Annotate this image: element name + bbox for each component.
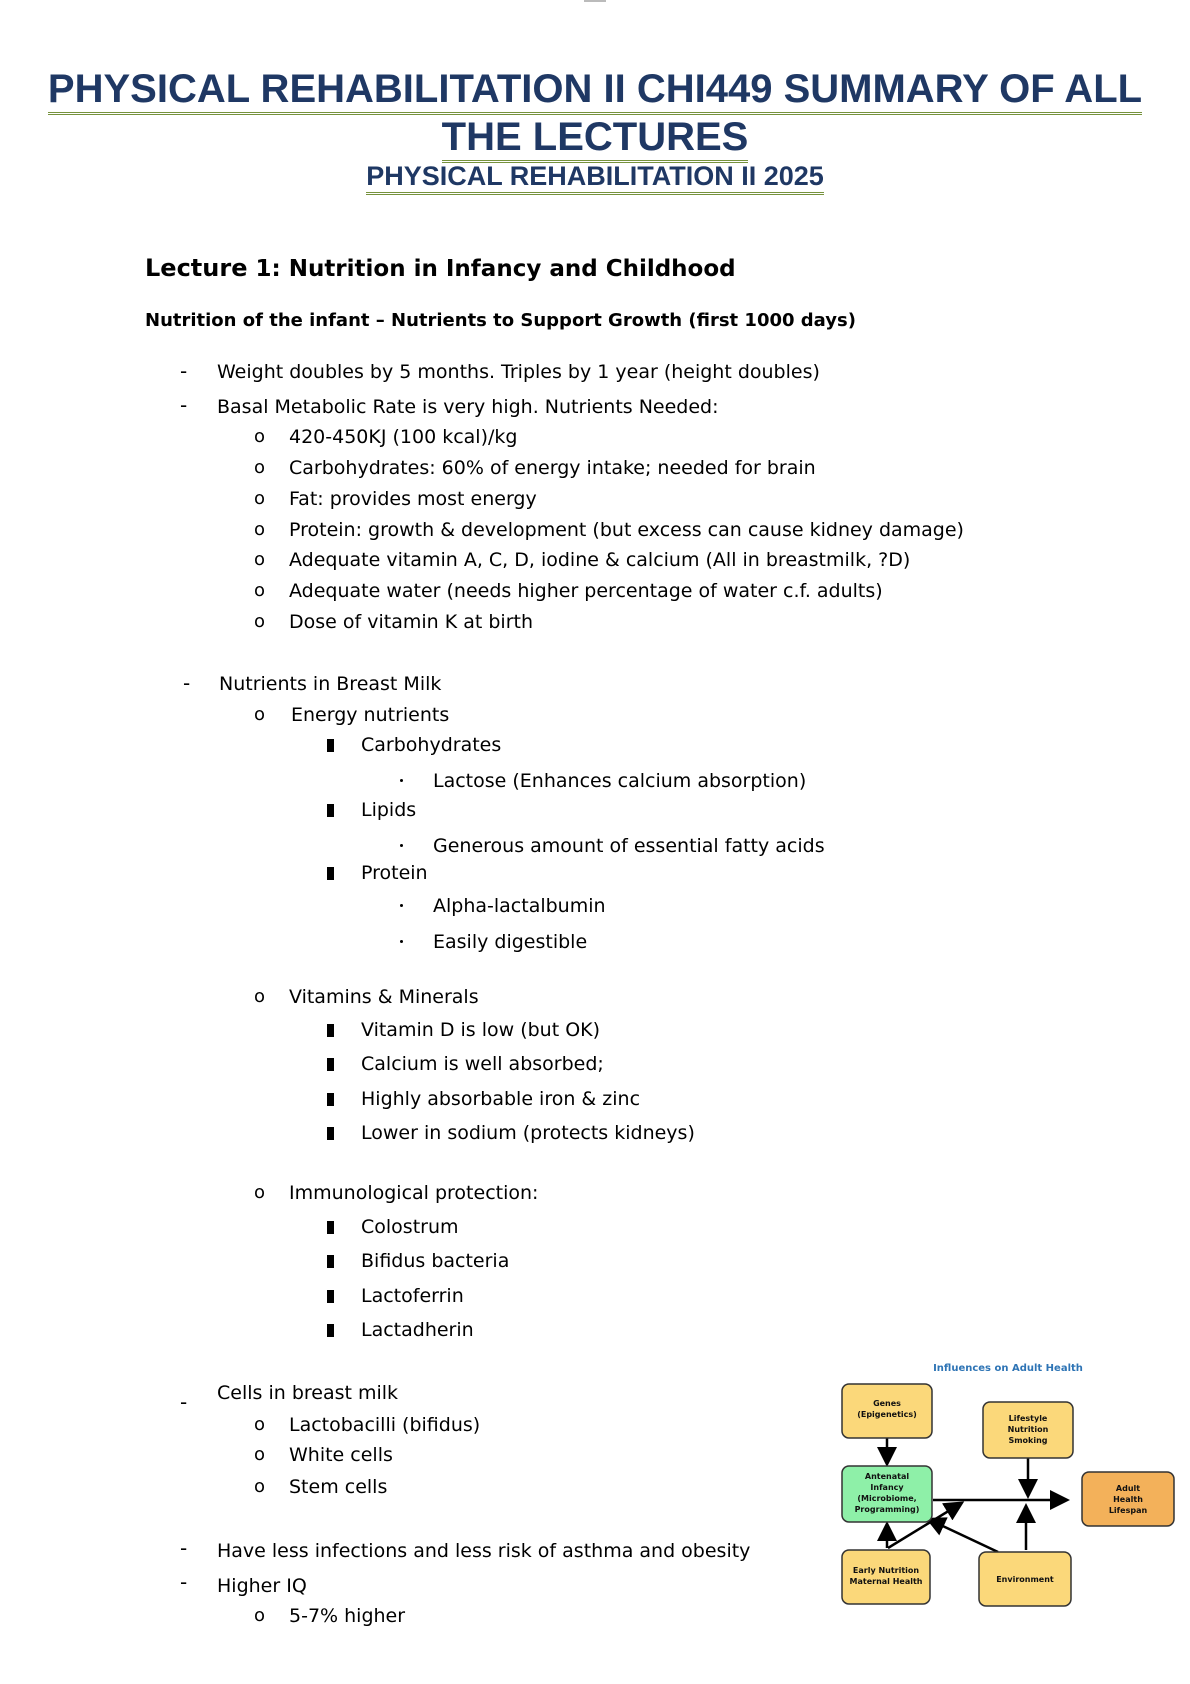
list-item: Alpha-lactalbumin [433, 895, 606, 917]
section-heading: Nutrition of the infant – Nutrients to Support Growth (first 1000 days) [145, 310, 856, 331]
list-item: Immunological protection: [289, 1182, 539, 1204]
list-item: Lactadherin [361, 1319, 474, 1341]
bullet-cells: Cells in breast milk [217, 1382, 399, 1404]
circle-marker: o [254, 611, 266, 632]
lecture-title: 1: Nutrition in Infancy and Childhood [255, 256, 736, 282]
dash-marker: - [180, 359, 188, 383]
document-title-line1: PHYSICAL REHABILITATION II CHI449 SUMMARY OF ALL [0, 66, 1190, 112]
lecture-label: Lecture [145, 254, 248, 282]
list-item: Protein [361, 862, 428, 884]
page-marker [584, 0, 606, 2]
list-item: 420-450KJ (100 kcal)/kg [289, 426, 518, 448]
list-item: Dose of vitamin K at birth [289, 611, 533, 633]
dot-bullet [400, 844, 403, 847]
list-item: Fat: provides most energy [289, 488, 537, 510]
square-bullet [327, 1290, 334, 1303]
circle-marker: o [254, 1476, 266, 1497]
box-early-line1: Early Nutrition [852, 1566, 920, 1575]
bullet-iq: Higher IQ [217, 1575, 307, 1597]
list-item: Bifidus bacteria [361, 1250, 510, 1272]
list-item: Generous amount of essential fatty acids [433, 835, 825, 857]
bullet-weight: Weight doubles by 5 months. Triples by 1 year (height doubles) [217, 361, 820, 383]
list-item: Carbohydrates: 60% of energy intake; needed for brain [289, 457, 816, 479]
box-lifestyle-line3: Smoking [1008, 1436, 1048, 1445]
dash-marker: - [180, 393, 188, 417]
list-item: Energy nutrients [291, 704, 450, 726]
list-item: Protein: growth & development (but excess can cause kidney damage) [289, 519, 964, 541]
square-bullet [327, 804, 334, 817]
square-bullet [327, 1093, 334, 1106]
influences-diagram [840, 1360, 1176, 1610]
circle-marker: o [254, 426, 266, 447]
list-item: Vitamin D is low (but OK) [361, 1019, 601, 1041]
box-adult-line1: Adult [1115, 1484, 1141, 1493]
list-item: Easily digestible [433, 931, 588, 953]
box-adult-line3: Lifespan [1108, 1506, 1148, 1515]
list-item: Colostrum [361, 1216, 459, 1238]
box-antenatal-line1: Antenatal [864, 1472, 910, 1481]
list-item: Adequate water (needs higher percentage of water c.f. adults) [289, 580, 883, 602]
list-item: Adequate vitamin A, C, D, iodine & calcium (All in breastmilk, ?D) [289, 549, 911, 571]
lecture-heading [145, 254, 736, 282]
dash-marker: - [183, 671, 191, 695]
circle-marker: o [254, 457, 266, 478]
square-bullet [327, 739, 334, 752]
square-bullet [327, 1255, 334, 1268]
circle-marker: o [254, 549, 266, 570]
list-item: Lactobacilli (bifidus) [289, 1414, 481, 1436]
circle-marker: o [254, 704, 266, 725]
list-item: Carbohydrates [361, 734, 502, 756]
circle-marker: o [254, 1414, 266, 1435]
document-subtitle: PHYSICAL REHABILITATION II 2025 [0, 160, 1190, 192]
list-item: Lactose (Enhances calcium absorption) [433, 770, 807, 792]
arrow-env-antenatal [930, 1520, 998, 1552]
circle-marker: o [254, 519, 266, 540]
square-bullet [327, 1127, 334, 1140]
diagram-title: Influences on Adult Health [933, 1363, 1083, 1374]
square-bullet [327, 1024, 334, 1037]
square-bullet [327, 1221, 334, 1234]
square-bullet [327, 1324, 334, 1337]
box-antenatal-line3: (Microbiome, [857, 1494, 917, 1503]
bullet-breast-milk: Nutrients in Breast Milk [219, 673, 442, 695]
box-early-line2: Maternal Health [849, 1577, 923, 1586]
dot-bullet [400, 779, 403, 782]
dash-marker: - [180, 1536, 188, 1560]
dash-marker: - [180, 1390, 188, 1414]
dot-bullet [400, 904, 403, 907]
square-bullet [327, 867, 334, 880]
list-item: Lipids [361, 799, 417, 821]
list-item: White cells [289, 1444, 393, 1466]
list-item: Lactoferrin [361, 1285, 464, 1307]
circle-marker: o [254, 1182, 266, 1203]
circle-marker: o [254, 488, 266, 509]
dash-marker: - [180, 1570, 188, 1594]
bullet-infections: Have less infections and less risk of asthma and obesity [217, 1540, 751, 1562]
box-environment-line1: Environment [996, 1575, 1054, 1584]
list-item: Highly absorbable iron & zinc [361, 1088, 641, 1110]
diagram-svg [840, 1360, 1176, 1610]
square-bullet [327, 1058, 334, 1071]
box-lifestyle-line2: Nutrition [1007, 1425, 1049, 1434]
box-adult-line2: Health [1113, 1495, 1143, 1504]
circle-marker: o [254, 1605, 266, 1626]
dot-bullet [400, 940, 403, 943]
circle-marker: o [254, 986, 266, 1007]
box-antenatal-line4: Programming) [854, 1505, 920, 1514]
box-genes-line2: (Epigenetics) [857, 1410, 917, 1419]
bullet-bmr: Basal Metabolic Rate is very high. Nutrients Needed: [217, 396, 719, 418]
box-lifestyle-line1: Lifestyle [1008, 1414, 1048, 1423]
box-antenatal-line2: Infancy [870, 1483, 904, 1492]
list-item: Vitamins & Minerals [289, 986, 479, 1008]
list-item: Calcium is well absorbed; [361, 1053, 604, 1075]
document-title-line2: THE LECTURES [0, 114, 1190, 160]
box-genes-line1: Genes [873, 1399, 901, 1408]
list-item: Stem cells [289, 1476, 388, 1498]
list-item: 5-7% higher [289, 1605, 406, 1627]
circle-marker: o [254, 580, 266, 601]
circle-marker: o [254, 1444, 266, 1465]
list-item: Lower in sodium (protects kidneys) [361, 1122, 695, 1144]
